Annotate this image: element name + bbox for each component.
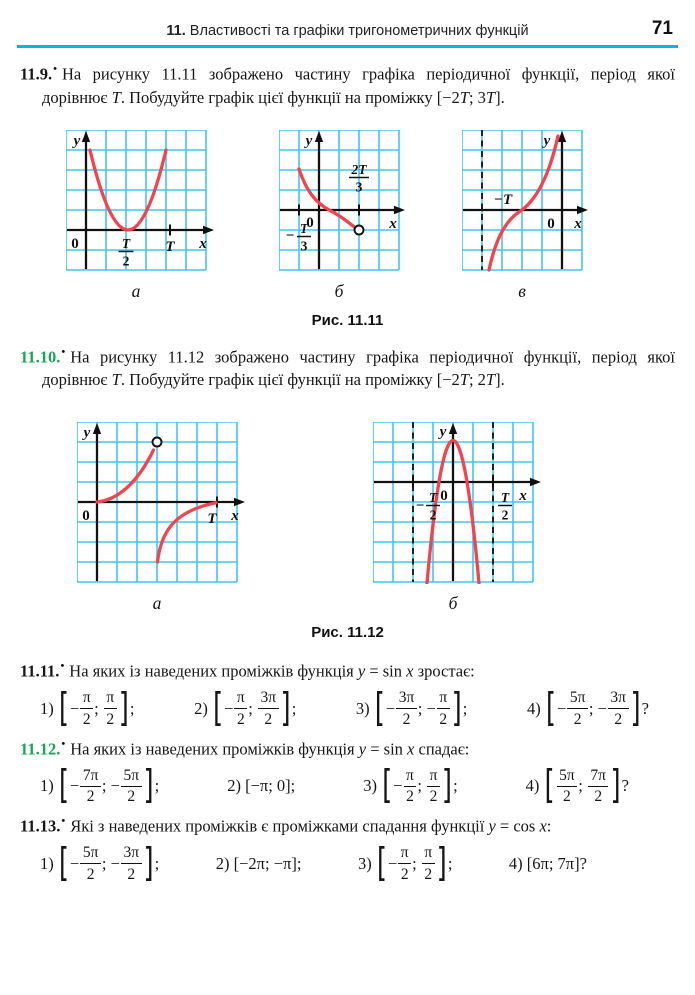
chapter-title: Властивості та графіки тригонометричних функцій xyxy=(185,23,529,39)
figure-11-12-letters xyxy=(0,584,695,614)
y-axis-arrow xyxy=(82,131,90,142)
y-axis-arrow xyxy=(93,423,101,434)
option-2: 2) [ − $\frac{\pi}{2}$ ; $\frac{3\pi}{2}$ ] ; xyxy=(194,686,297,731)
difficulty-dot: • xyxy=(60,660,65,672)
open-endpoint xyxy=(355,225,364,234)
y-axis-label: y xyxy=(305,132,313,149)
t-third-numerator: T xyxy=(299,220,309,236)
problem-11-13-text: Які з наведених проміжків є проміжками спадання функції y = cos x: xyxy=(70,816,552,836)
problem-11-13-number: 11.13. xyxy=(20,816,61,836)
grid-lines xyxy=(462,130,582,270)
x-axis-arrow xyxy=(234,498,245,506)
figure-11-12-caption: Рис. 11.12 xyxy=(311,624,384,641)
difficulty-dot: • xyxy=(53,63,57,75)
graph-11-11-b-canvas xyxy=(279,130,407,272)
origin-label: 0 xyxy=(306,214,314,231)
minus-t-half-denominator: 2 xyxy=(429,507,437,523)
problem-11-10-number: 11.10. xyxy=(20,347,61,366)
graph-11-11-a xyxy=(66,130,216,272)
minus-t-half-numerator: T xyxy=(428,490,438,505)
x-axis-arrow xyxy=(203,225,214,233)
graph-11-12-b xyxy=(373,422,543,584)
graph-letter-b: б xyxy=(448,593,458,613)
branch-1 xyxy=(97,450,154,502)
graph-11-11-v xyxy=(462,130,590,272)
minus-t-label: −T xyxy=(493,191,513,208)
problem-11-12-options xyxy=(0,761,695,811)
difficulty-dot: • xyxy=(61,815,66,827)
graph-letter-b: б xyxy=(334,280,344,301)
figure-11-11-letters xyxy=(0,272,695,302)
problem-11-12-text: На яких із наведених проміжків функція y = sin x спадає: xyxy=(70,739,470,758)
page-number: 71 xyxy=(651,18,673,39)
y-axis-label: y xyxy=(439,424,447,440)
problem-11-13 xyxy=(20,811,675,838)
origin-label: 0 xyxy=(71,235,79,252)
page-header xyxy=(0,0,695,48)
graph-letter-a: а xyxy=(152,593,162,613)
problem-11-9-text: На рисунку 11.11 зображено частину графіка періодичної функції, період якої дорівнює T. Побудуйте графік цієї функції на проміжку [−2T; 3T]. xyxy=(42,64,675,107)
graph-11-11-a-canvas xyxy=(66,130,216,272)
graph-letter-v: в xyxy=(518,280,526,301)
t-half-numerator: T xyxy=(121,235,131,251)
t-half-denominator: 2 xyxy=(501,507,509,523)
header-rule xyxy=(17,45,678,48)
problem-11-11-text: На яких із наведених проміжків функція y = sin x зростає: xyxy=(69,661,475,681)
origin-label: 0 xyxy=(547,215,555,232)
minus-sign: − xyxy=(285,227,295,244)
grid-lines xyxy=(279,130,399,270)
problem-11-11 xyxy=(20,656,675,683)
figure-11-12 xyxy=(0,422,695,584)
problem-11-9-number: 11.9. xyxy=(20,64,53,84)
option-3: 3) [ − $\frac{\pi}{2}$ ; $\frac{\pi}{2}$ ] ; xyxy=(357,841,453,886)
problem-11-11-options xyxy=(0,684,695,734)
t-label: T xyxy=(165,238,175,255)
option-3: 3) [ − $\frac{3\pi}{2}$ ; − $\frac{\pi}{2}$ ] ; xyxy=(355,686,468,731)
x-axis-label: x xyxy=(199,235,207,252)
minus-sign: − xyxy=(415,498,425,514)
origin-label: 0 xyxy=(440,488,448,504)
x-axis-label: x xyxy=(574,215,582,232)
x-axis-arrow xyxy=(530,478,541,486)
graph-11-12-a xyxy=(77,422,247,584)
option-3: 3) [ − $\frac{\pi}{2}$ ; $\frac{\pi}{2}$ ] ; xyxy=(363,763,458,809)
problem-11-10-text: На рисунку 11.12 зображено частину графіка періодичної функції, період якої дорівнює T. Побудуйте графік цієї функції на проміжку [−2T; 2T]. xyxy=(42,347,675,389)
option-4: 4) [ 6π; 7π ] ? xyxy=(508,853,587,873)
chapter-heading xyxy=(0,23,695,39)
graph-11-12-b-canvas xyxy=(373,422,543,584)
problem-11-12 xyxy=(20,734,675,761)
t-label: T xyxy=(207,511,217,527)
difficulty-dot: • xyxy=(61,345,66,358)
difficulty-dot: • xyxy=(61,737,66,750)
x-axis-label: x xyxy=(519,488,527,504)
option-2: 2) [ −π; 0 ] ; xyxy=(227,776,296,795)
y-axis-label: y xyxy=(83,425,91,441)
option-4: 4) [ $\frac{5\pi}{2}$ ; $\frac{7\pi}{2}$ ] ? xyxy=(525,763,629,809)
problem-11-10 xyxy=(20,342,675,392)
two-t-third-numerator: 2T xyxy=(351,161,367,177)
problem-11-13-options xyxy=(0,839,695,889)
option-2: 2) [ −2π; −π ] ; xyxy=(215,853,302,873)
x-axis-label: x xyxy=(389,215,397,232)
option-1: 1) [ − $\frac{7\pi}{2}$ ; − $\frac{5\pi}{2}$ ] ; xyxy=(40,763,160,809)
problem-11-11-number: 11.11. xyxy=(20,661,60,681)
x-axis-label: x xyxy=(231,508,239,524)
option-1: 1) [ − $\frac{\pi}{2}$ ; $\frac{\pi}{2}$ ] ; xyxy=(40,686,135,731)
option-1: 1) [ − $\frac{5\pi}{2}$ ; − $\frac{3\pi}{2}$ ] ; xyxy=(40,841,160,886)
y-axis-arrow xyxy=(449,423,457,434)
two-t-third-denominator: 3 xyxy=(355,179,363,194)
open-endpoint xyxy=(153,438,162,447)
graph-11-11-b xyxy=(279,130,407,272)
graph-11-12-a-canvas xyxy=(77,422,247,584)
graph-11-11-v-canvas xyxy=(462,130,590,272)
chapter-number: 11. xyxy=(166,23,186,39)
graph-letter-a: а xyxy=(131,280,141,301)
figure-11-11-caption: Рис. 11.11 xyxy=(311,311,384,329)
t-half-numerator: T xyxy=(500,490,510,505)
origin-label: 0 xyxy=(82,508,90,524)
option-4: 4) [ − $\frac{5\pi}{2}$ ; − $\frac{3\pi}{2}$ ] ? xyxy=(526,686,649,731)
t-half-denominator: 2 xyxy=(122,253,130,268)
figure-11-11 xyxy=(0,130,695,272)
problem-11-9 xyxy=(20,59,675,109)
y-axis-label: y xyxy=(543,132,551,149)
y-axis-arrow xyxy=(315,131,323,142)
y-axis-label: y xyxy=(73,132,81,149)
problem-11-12-number: 11.12. xyxy=(20,739,61,758)
t-third-denominator: 3 xyxy=(300,238,308,253)
